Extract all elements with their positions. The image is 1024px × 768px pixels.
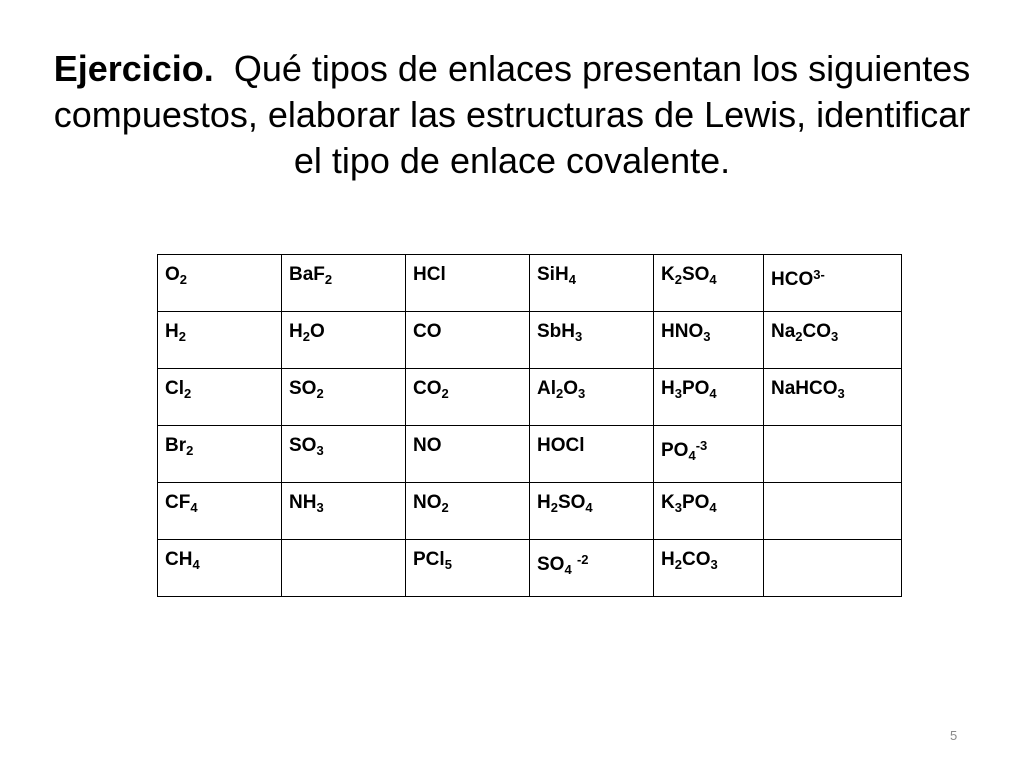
formula-cell: $SO_4$ $^{-2}$: [530, 540, 654, 597]
formula-cell: PCl$_5$: [406, 540, 530, 597]
title-text: Qué tipos de enlaces presentan los siguientes compuestos, elaborar las estructuras de Lewis, identificar el tipo de enlace covalente.: [53, 48, 971, 181]
slide-title: [40, 46, 984, 184]
formula-cell: $SO_2$: [282, 369, 406, 426]
formula-cell: SbH$_3$: [530, 312, 654, 369]
slide-number: 5: [950, 728, 958, 743]
table-row: [158, 369, 902, 426]
formula-cell: CO: [406, 312, 530, 369]
title-lead: Ejercicio.: [53, 48, 214, 89]
formula-cell: $NO_2$: [406, 483, 530, 540]
formula-cell: $H_2CO_3$: [654, 540, 764, 597]
formula-cell: $O_2$: [158, 255, 282, 312]
formula-cell: [764, 483, 902, 540]
formula-cell: [282, 540, 406, 597]
formula-cell: $H_2O$: [282, 312, 406, 369]
formula-cell: $K_3PO_4$: [654, 483, 764, 540]
formula-cell: $H_2SO_4$: [530, 483, 654, 540]
formula-cell: $H_3PO_4$: [654, 369, 764, 426]
formula-cell: HCl: [406, 255, 530, 312]
compounds-table: [157, 254, 902, 597]
formula-cell: HOCl: [530, 426, 654, 483]
formula-cell: $CH_4$: [158, 540, 282, 597]
formula-cell: $SO_3$: [282, 426, 406, 483]
formula-cell: [764, 540, 902, 597]
formula-cell: $H_2$: [158, 312, 282, 369]
formula-cell: $Br_2$: [158, 426, 282, 483]
formula-cell: $Al_2O_3$: [530, 369, 654, 426]
table-row: [158, 312, 902, 369]
table-row: [158, 483, 902, 540]
formula-cell: [764, 426, 902, 483]
formula-cell: $CO_2$: [406, 369, 530, 426]
table-row: [158, 426, 902, 483]
formula-cell: $K_2SO_4$: [654, 255, 764, 312]
formula-cell: $Na_2CO_3$: [764, 312, 902, 369]
table-row: [158, 255, 902, 312]
table-row: [158, 540, 902, 597]
formula-cell: $PO_4^{-3}$: [654, 426, 764, 483]
formula-cell: NaHCO$_3$: [764, 369, 902, 426]
formula-cell: $CF_4$: [158, 483, 282, 540]
formula-cell: NO: [406, 426, 530, 483]
formula-cell: $HCO^{3-}$: [764, 255, 902, 312]
formula-cell: $HNO_3$: [654, 312, 764, 369]
formula-cell: SiH$_4$: [530, 255, 654, 312]
formula-cell: $NH_3$: [282, 483, 406, 540]
formula-cell: BaF$_2$: [282, 255, 406, 312]
formula-cell: $Cl_2$: [158, 369, 282, 426]
